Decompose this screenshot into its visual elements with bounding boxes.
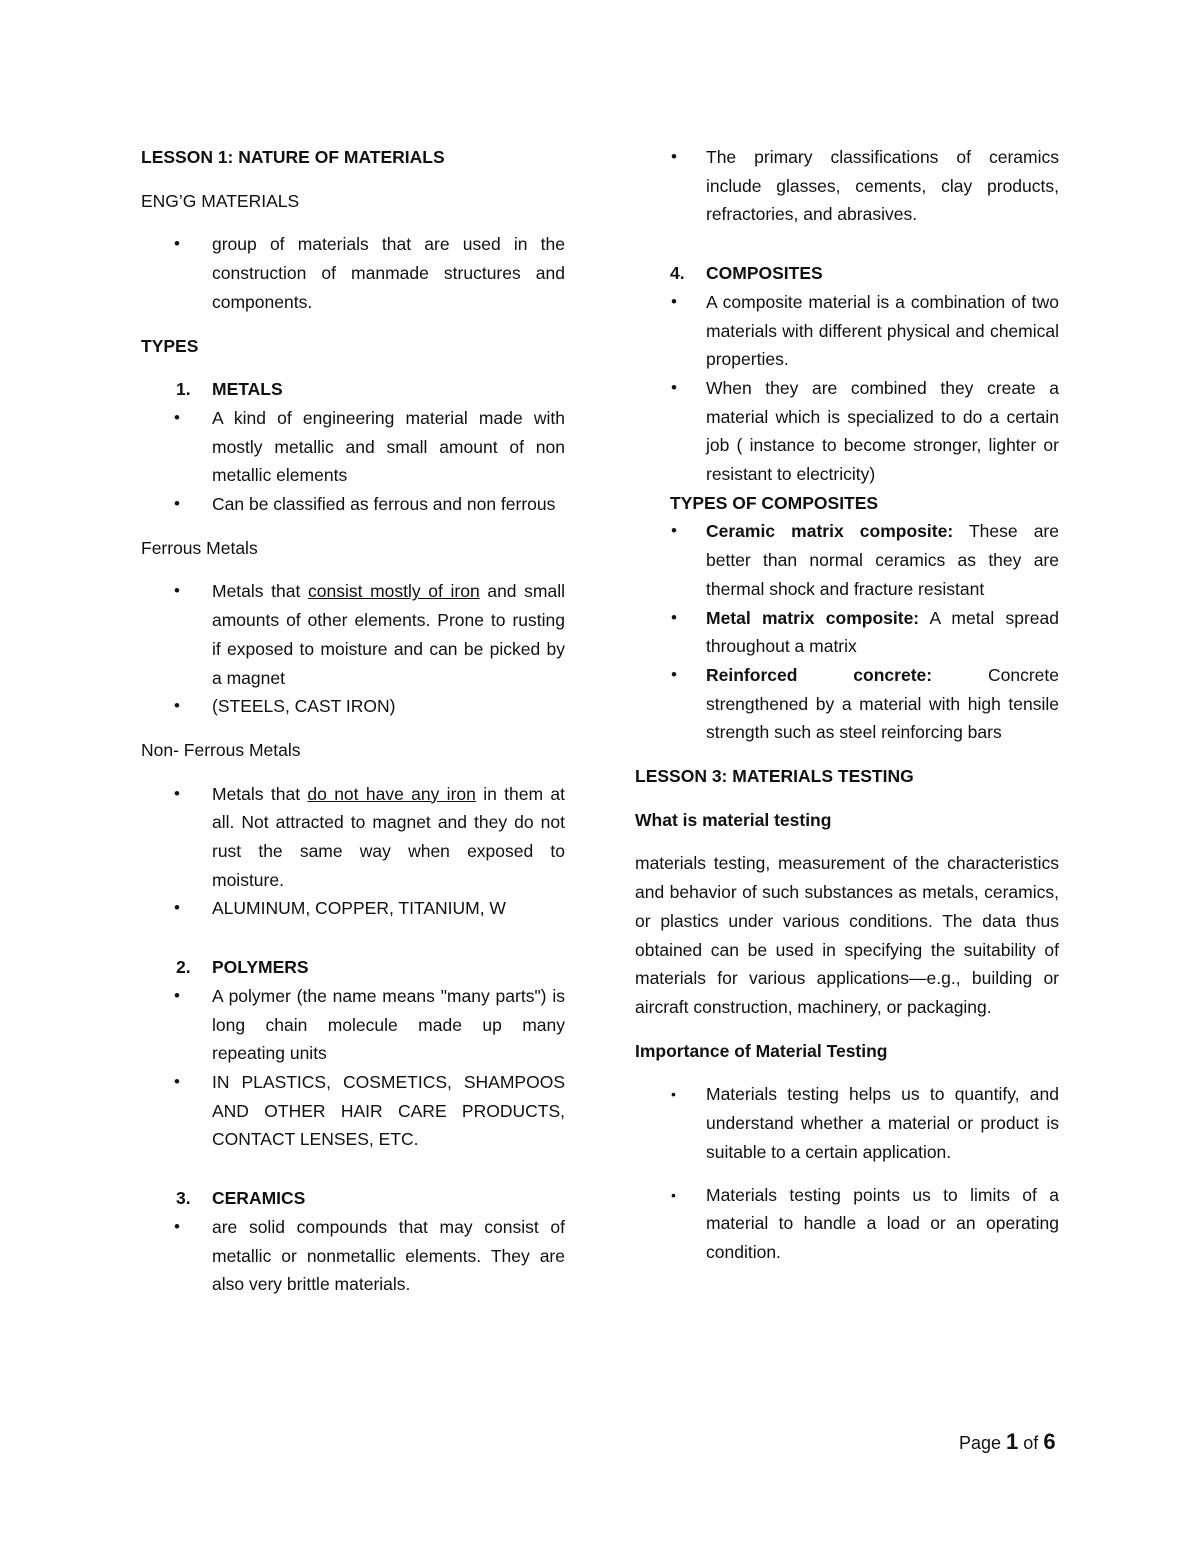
list-item: • A kind of engineering material made with mostly metallic and small amount of non metallic elements: [141, 404, 565, 490]
importance-heading: Importance of Material Testing: [635, 1040, 888, 1061]
list-item: • The primary classifications of ceramics include glasses, cements, clay products, refractories, and abrasives.: [635, 143, 1059, 229]
list-item: • Materials testing helps us to quantify, and understand whether a material or product is suitable to a certain application.: [635, 1080, 1059, 1166]
list-item: • When they are combined they create a material which is specialized to do a certain job ( instance to become stronger, lighter or resistant to electricity): [635, 374, 1059, 489]
list-item: • are solid compounds that may consist of metallic or nonmetallic elements. They are also very brittle materials.: [141, 1213, 565, 1299]
nonferrous-list: [141, 780, 565, 924]
ceramics-title: CERAMICS: [212, 1188, 306, 1209]
list-item: • IN PLASTICS, COSMETICS, SHAMPOOS AND OTHER HAIR CARE PRODUCTS, CONTACT LENSES, ETC.: [141, 1068, 565, 1154]
list-item: • Materials testing points us to limits of a material to handle a load or an operating condition.: [635, 1181, 1059, 1267]
ceramics-number: 3.: [176, 1188, 191, 1209]
list-item: [635, 661, 1059, 747]
page-number: [959, 1429, 1056, 1455]
list-item: • (STEELS, CAST IRON): [141, 692, 565, 721]
of-word: of: [1018, 1433, 1044, 1453]
types-heading: TYPES: [141, 335, 199, 356]
page-word: Page: [959, 1433, 1007, 1453]
underlined-text: do not have any iron: [307, 783, 476, 804]
desc-text: A metal spread throughout a matrix: [706, 607, 1059, 657]
nonferrous-heading: Non- Ferrous Metals: [141, 739, 301, 760]
text-span: Metals that: [212, 581, 308, 602]
list-item: [141, 577, 565, 692]
what-is-testing-heading: What is material testing: [635, 809, 832, 830]
polymers-heading: [141, 953, 565, 982]
ferrous-heading: Ferrous Metals: [141, 537, 258, 558]
ceramics-heading: [141, 1184, 565, 1213]
list-item: • A polymer (the name means "many parts") is long chain molecule made up many repeating units: [141, 982, 565, 1068]
spacer: [141, 923, 565, 953]
polymers-number: 2.: [176, 957, 191, 978]
ceramics-list: [141, 1213, 565, 1299]
metals-list: [141, 404, 565, 519]
term-text: Metal matrix composite:: [706, 607, 920, 628]
composite-types-list: [635, 517, 1059, 747]
list-item: • A composite material is a combination of two materials with different physical and chemical properties.: [635, 288, 1059, 374]
metals-heading: [141, 375, 565, 404]
engg-materials-list: [141, 230, 565, 316]
engg-materials-heading: ENG’G MATERIALS: [141, 190, 300, 211]
desc-text: Concrete strengthened by a material with high tensile strength such as steel reinforcing bars: [706, 664, 1060, 743]
composites-list: [635, 288, 1059, 489]
term-text: Ceramic matrix composite:: [706, 521, 954, 542]
underlined-text: consist mostly of iron: [308, 581, 480, 602]
composites-title: COMPOSITES: [706, 263, 823, 284]
metals-number: 1.: [176, 379, 191, 400]
what-is-testing-paragraph: materials testing, measurement of the characteristics and behavior of such substances as metals, ceramics, or plastics under various conditions. The data thus obtained can be used in specifying the suitability of materials for various applications—e.g., building or aircraft construction, machinery, or packaging.: [635, 853, 1059, 1017]
list-item: [141, 780, 565, 895]
list-item: • ALUMINUM, COPPER, TITANIUM, W: [141, 894, 565, 923]
ferrous-list: [141, 577, 565, 721]
composites-number: 4.: [670, 263, 685, 284]
list-item: • Can be classified as ferrous and non ferrous: [141, 490, 565, 519]
lesson1-title: LESSON 1: NATURE OF MATERIALS: [141, 147, 445, 167]
polymers-list: [141, 982, 565, 1154]
left-column: [141, 143, 565, 1299]
text-span: in them at all. Not attracted to magnet and they do not rust the same way when exposed to moisture.: [212, 783, 565, 890]
total-pages: 6: [1043, 1429, 1056, 1454]
text-span: Metals that: [212, 783, 308, 804]
term-text: Reinforced concrete:: [706, 664, 933, 685]
desc-text: These are better than normal ceramics as they are thermal shock and fracture resistant: [706, 521, 1059, 599]
metals-title: METALS: [212, 379, 283, 400]
importance-list: [635, 1080, 1059, 1266]
text-span: and small amounts of other elements. Prone to rusting if exposed to moisture and can be picked by a magnet: [212, 581, 565, 688]
list-item: [635, 517, 1059, 603]
list-item: • group of materials that are used in the construction of manmade structures and components.: [141, 230, 565, 316]
types-of-composites-heading: TYPES OF COMPOSITES: [670, 492, 879, 513]
lesson3-title: LESSON 3: MATERIALS TESTING: [635, 766, 914, 787]
spacer: [635, 229, 1059, 259]
spacer: [141, 1154, 565, 1184]
current-page: 1: [1006, 1429, 1019, 1454]
right-column: [635, 143, 1059, 1281]
composites-heading: [635, 259, 1059, 288]
ceramics-continued-list: [635, 143, 1059, 229]
polymers-title: POLYMERS: [212, 957, 309, 978]
list-item: [635, 604, 1059, 661]
